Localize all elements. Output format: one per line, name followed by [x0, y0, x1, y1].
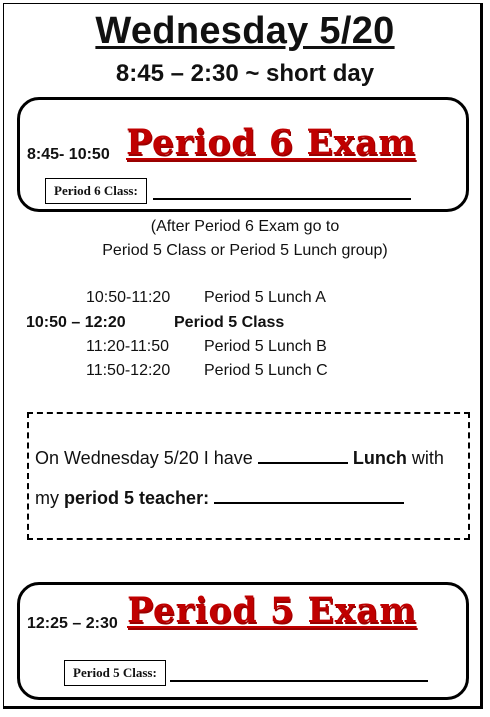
- class-label: Period 5 Class:: [64, 660, 166, 686]
- lunch-word: Lunch: [352, 448, 407, 468]
- class-blank-line[interactable]: [170, 680, 428, 682]
- lunch-form-text: my: [35, 488, 59, 508]
- schedule-label: Period 5 Lunch C: [204, 362, 328, 379]
- exam-title: Period 5 Exam: [127, 590, 417, 631]
- schedule-time: 10:50 – 12:20: [26, 314, 126, 331]
- teacher-label: period 5 teacher:: [64, 488, 210, 508]
- exam-time: 12:25 – 2:30: [27, 615, 118, 632]
- page-title: Wednesday 5/20: [95, 10, 395, 52]
- exam-box-period-6: [17, 97, 469, 212]
- schedule-time: 11:20-11:50: [86, 338, 170, 355]
- class-label: Period 6 Class:: [45, 178, 147, 204]
- class-blank-line[interactable]: [153, 198, 411, 200]
- page-subtitle: 8:45 – 2:30 ~ short day: [115, 60, 375, 87]
- lunch-form-text: with: [411, 448, 444, 468]
- schedule-time: 10:50-11:20: [86, 289, 171, 306]
- lunch-blank[interactable]: [258, 461, 348, 464]
- exam-box-period-5: [17, 582, 469, 700]
- lunch-form-line-1: [35, 448, 444, 469]
- schedule-label: Period 5 Class: [174, 314, 285, 331]
- schedule-time: 11:50-12:20: [86, 362, 171, 379]
- exam-title: Period 6 Exam: [126, 122, 416, 163]
- schedule-label: Period 5 Lunch B: [204, 338, 327, 355]
- schedule-label: Period 5 Lunch A: [204, 289, 326, 306]
- note-line-2: Period 5 Class or Period 5 Lunch group): [102, 242, 388, 259]
- lunch-form-box: [27, 412, 470, 540]
- exam-time: 8:45- 10:50: [27, 146, 110, 163]
- note-line-1: (After Period 6 Exam go to: [150, 218, 340, 235]
- lunch-form-text: On Wednesday 5/20 I have: [35, 448, 253, 468]
- lunch-form-line-2: [35, 488, 404, 509]
- teacher-blank[interactable]: [214, 501, 404, 504]
